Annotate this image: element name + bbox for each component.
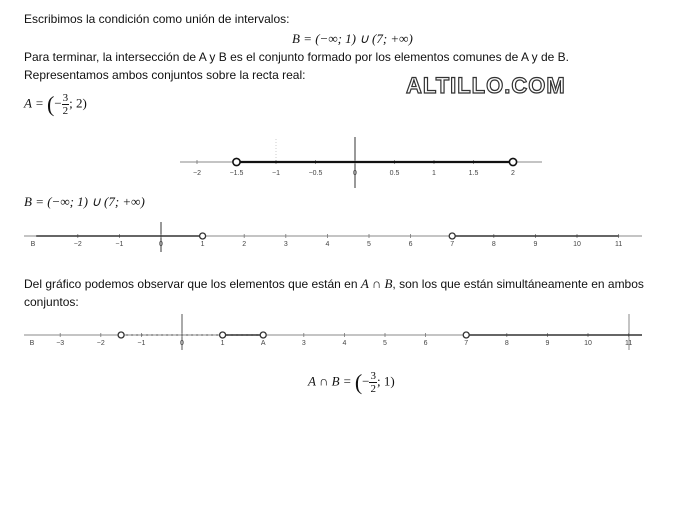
tick-label: 11	[614, 241, 623, 248]
result-equation	[308, 370, 395, 395]
numerator: 3	[370, 370, 376, 382]
observation-part-1: Del gráfico podemos observar que los elementos que están en	[24, 277, 361, 291]
result-tail: ; 1)	[376, 373, 395, 389]
tick-label: 3	[283, 241, 288, 248]
denominator: 2	[370, 383, 376, 395]
tick-label: 2	[242, 241, 247, 248]
tick-label: 10	[573, 241, 581, 248]
tick-label: A	[260, 340, 266, 347]
tick-label: 0.5	[389, 170, 400, 177]
represent-text: Representamos ambos conjuntos sobre la recta real:	[24, 68, 306, 82]
tick-label: 4	[342, 340, 347, 347]
observation-text	[24, 276, 644, 292]
tick-label: −1	[272, 170, 280, 177]
tick-label: 11	[624, 340, 633, 347]
tick-label: 9	[533, 241, 538, 248]
equation-b-top: B = (−∞; 1) ∪ (7; +∞)	[292, 31, 413, 46]
set-a-lhs: A =	[24, 95, 47, 111]
open-paren: (	[46, 91, 55, 117]
tick-label: −0.5	[308, 170, 323, 177]
open-endpoint	[233, 158, 240, 165]
number-line-intersection	[0, 312, 700, 352]
tick-label: 1	[432, 170, 436, 177]
tick-label: −1.5	[229, 170, 244, 177]
tick-label: 6	[423, 340, 428, 347]
tick-label: 4	[325, 241, 330, 248]
number-line-b	[0, 222, 700, 254]
open-endpoint	[220, 332, 226, 338]
set-a-definition	[24, 92, 87, 117]
tick-label: 7	[464, 340, 469, 347]
tick-label: 0	[180, 340, 184, 347]
open-endpoint	[260, 332, 266, 338]
numerator: 3	[62, 92, 69, 104]
tick-label: −1	[115, 241, 124, 248]
number-line-a	[0, 135, 700, 190]
result-lhs: A ∩ B =	[308, 373, 355, 389]
set-a-tail: ; 2)	[69, 95, 87, 111]
tick-label: −3	[56, 340, 65, 347]
fraction	[369, 370, 377, 395]
tick-label: −2	[73, 241, 82, 248]
open-endpoint	[463, 332, 469, 338]
tick-label: 1.5	[468, 170, 479, 177]
tick-label: −1	[137, 340, 146, 347]
minus-sign: −	[362, 373, 370, 389]
axis-b-label: B	[29, 340, 35, 347]
open-endpoint	[449, 233, 455, 239]
open-endpoint	[118, 332, 124, 338]
observation-part-2: , son los que están simultáneamente en ambos	[392, 277, 644, 291]
conclusion-text: conjuntos:	[24, 295, 79, 309]
tick-label: 8	[491, 241, 496, 248]
tick-label: 7	[450, 241, 455, 248]
tick-label: 1	[200, 241, 205, 248]
minus-sign: −	[54, 95, 62, 111]
open-endpoint	[509, 158, 516, 165]
denominator: 2	[62, 105, 69, 117]
axis-b-label: B	[30, 241, 36, 248]
equation-b-mid: B = (−∞; 1) ∪ (7; +∞)	[24, 194, 145, 209]
tick-label: 5	[383, 340, 387, 347]
tick-label: 10	[584, 340, 592, 347]
tick-label: 6	[408, 241, 413, 248]
tick-label: 9	[545, 340, 550, 347]
watermark-logo: ALTILLO.COM	[406, 73, 566, 98]
tick-label: −2	[193, 170, 201, 177]
open-paren: (	[354, 369, 363, 395]
intro-text: Escribimos la condición como unión de intervalos:	[24, 12, 290, 26]
tick-label: 0	[159, 241, 163, 248]
tick-label: 0	[353, 170, 357, 177]
tick-label: 1	[220, 340, 225, 347]
intersection-text: Para terminar, la intersección de A y B es el conjunto formado por los elementos comunes de A y de B.	[24, 50, 569, 64]
tick-label: 2	[511, 170, 515, 177]
tick-label: −2	[96, 340, 105, 347]
observation-math: A ∩ B	[360, 276, 393, 291]
tick-label: 3	[301, 340, 306, 347]
tick-label: 8	[504, 340, 509, 347]
tick-label: 5	[367, 241, 371, 248]
open-endpoint	[200, 233, 206, 239]
